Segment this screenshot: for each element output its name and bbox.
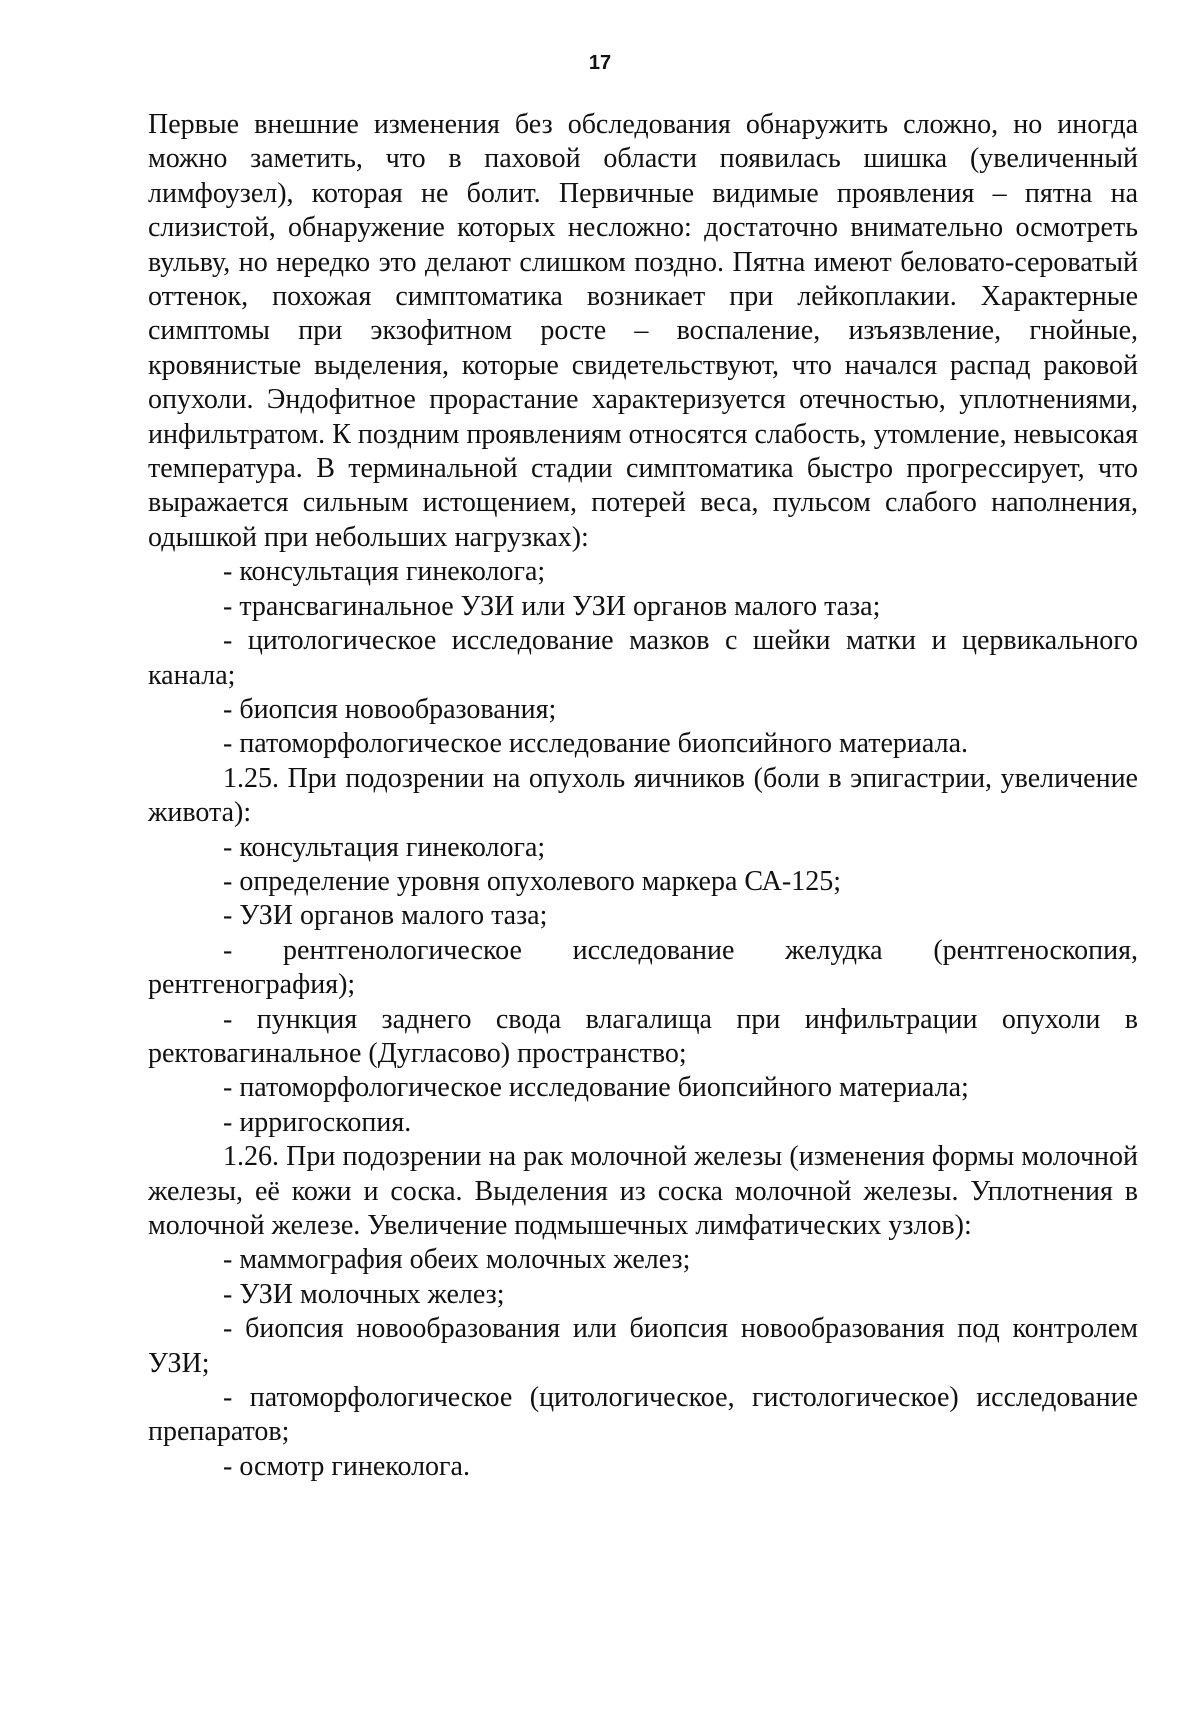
list-item: - патоморфологическое исследование биопсийного материала; (223, 1072, 969, 1104)
list-item: - биопсия новообразования или биопсия новообразования под контролем УЗИ; (148, 1313, 1138, 1379)
page-body (148, 108, 1138, 1484)
list-item: - пункция заднего свода влагалища при инфильтрации опухоли в ректовагинальное (Дугласово) пространство; (148, 1003, 1138, 1069)
list-item: - консультация гинеколога; (223, 831, 546, 863)
page-number: 17 (588, 52, 612, 74)
list-item: - ирригоскопия. (223, 1106, 412, 1138)
list-item: - маммография обеих молочных желез; (223, 1244, 691, 1276)
list-item: - определение уровня опухолевого маркера СА-125; (223, 865, 842, 897)
paragraph-intro: Первые внешние изменения без обследования обнаружить сложно, но иногда можно заметить, что в паховой области появилась шишка (увеличенный лимфоузел), которая не болит. Первичные видимые проявления – пятна на слизистой, обнаружение которых несложно: достаточно внимательно осмотреть вульву, но нередко это делают слишком поздно. Пятна имеют беловато-сероватый оттенок, похожая симптоматика возникает при лейкоплакии. Характерные симптомы при экзофитном росте – воспаление, изъязвление, гнойные, кровянистые выделения, которые свидетельствуют, что начался распад раковой опухоли. Эндофитное прорастание характеризуется отечностью, уплотнениями, инфильтратом. К поздним проявлениям относятся слабость, утомление, невысокая температура. В терминальной стадии симптоматика быстро прогрессирует, что выражается сильным истощением, потерей веса, пульсом слабого наполнения, одышкой при небольших нагрузках): (148, 109, 1138, 553)
section-1-26-heading: 1.26. При подозрении на рак молочной железы (изменения формы молочной железы, её кожи и соска. Выделения из соска молочной железы. Уплотнения в молочной железе. Увеличение подмышечных лимфатических узлов): (148, 1141, 1138, 1241)
list-item: - патоморфологическое исследование биопсийного материала. (223, 728, 968, 760)
list-item: - трансвагинальное УЗИ или УЗИ органов малого таза; (223, 590, 881, 622)
list-item: - рентгенологическое исследование желудка (рентгеноскопия, рентгенография); (148, 934, 1138, 1001)
list-item: - патоморфологическое (цитологическое, гистологическое) исследование препаратов; (148, 1382, 1138, 1448)
list-item: - УЗИ молочных желез; (223, 1278, 505, 1310)
list-item: - УЗИ органов малого таза; (223, 900, 548, 932)
list-item: - цитологическое исследование мазков с шейки матки и цервикального канала; (148, 625, 1138, 691)
list-item: - биопсия новообразования; (223, 693, 557, 725)
section-1-25-heading: 1.25. При подозрении на опухоль яичников (боли в эпигастрии, увеличение живота): (148, 762, 1138, 829)
list-item: - осмотр гинеколога. (223, 1450, 470, 1482)
list-item: - консультация гинеколога; (223, 556, 546, 588)
